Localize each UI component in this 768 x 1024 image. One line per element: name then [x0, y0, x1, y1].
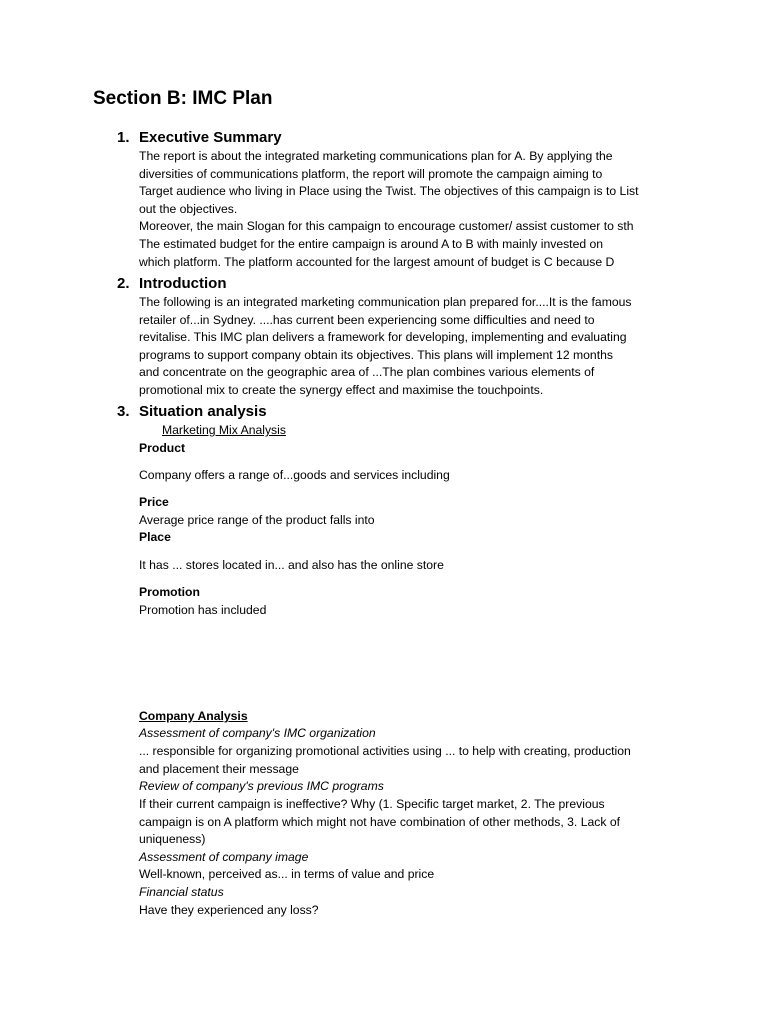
place-text: It has ... stores located in... and also has the online store	[139, 558, 444, 572]
company-image-label: Assessment of company image	[139, 850, 309, 864]
product-text: Company offers a range of...goods and services including	[139, 468, 450, 482]
paragraph-line: revitalise. This IMC plan delivers a framework for developing, implementing and evaluating	[139, 330, 627, 344]
paragraph-line: out the objectives.	[139, 202, 238, 216]
product-label: Product	[139, 441, 186, 455]
paragraph-line: ... responsible for organizing promotional activities using ... to help with creating, production	[139, 744, 631, 758]
company-analysis-heading: Company Analysis	[139, 709, 248, 723]
price-text: Average price range of the product falls into	[139, 513, 375, 527]
marketing-mix-heading: Marketing Mix Analysis	[162, 423, 286, 437]
paragraph-line: uniqueness)	[139, 832, 206, 846]
imc-organization-label: Assessment of company's IMC organization	[139, 726, 376, 740]
paragraph-line: and placement their message	[139, 762, 299, 776]
company-image-text: Well-known, perceived as... in terms of value and price	[139, 867, 435, 881]
paragraph-line: Moreover, the main Slogan for this campaign to encourage customer/ assist customer to sth	[139, 219, 634, 233]
paragraph-line: The estimated budget for the entire campaign is around A to B with mainly invested on	[139, 237, 604, 251]
paragraph-line: retailer of...in Sydney. ....has current been experiencing some difficulties and need to	[139, 313, 595, 327]
paragraph-line: which platform. The platform accounted for the largest amount of budget is C because D	[139, 255, 615, 269]
section-heading-situation-analysis: Situation analysis	[139, 403, 267, 420]
promotion-text: Promotion has included	[139, 603, 267, 617]
price-label: Price	[139, 495, 169, 509]
section-heading-introduction: Introduction	[139, 275, 227, 292]
paragraph-line: campaign is on A platform which might not have combination of other methods, 3. Lack of	[139, 815, 620, 829]
document-title: Section B: IMC Plan	[93, 88, 273, 109]
paragraph-line: promotional mix to create the synergy effect and maximise the touchpoints.	[139, 383, 544, 397]
financial-status-label: Financial status	[139, 885, 224, 899]
financial-status-text: Have they experienced any loss?	[139, 903, 319, 917]
promotion-label: Promotion	[139, 585, 200, 599]
paragraph-line: programs to support company obtain its objectives. This plans will implement 12 months	[139, 348, 613, 362]
paragraph-line: The following is an integrated marketing communication plan prepared for....It is the famous	[139, 295, 632, 309]
paragraph-line: If their current campaign is ineffective? Why (1. Specific target market, 2. The previous	[139, 797, 605, 811]
section-number-situation-analysis: 3.	[117, 403, 130, 420]
paragraph-line: Target audience who living in Place using the Twist. The objectives of this campaign is to List	[139, 184, 639, 198]
paragraph-line: diversities of communications platform, the report will promote the campaign aiming to	[139, 167, 603, 181]
paragraph-line: and concentrate on the geographic area of ...The plan combines various elements of	[139, 365, 595, 379]
place-label: Place	[139, 530, 171, 544]
section-number-introduction: 2.	[117, 275, 130, 292]
section-number-executive-summary: 1.	[117, 129, 130, 146]
paragraph-line: The report is about the integrated marketing communications plan for A. By applying the	[139, 149, 613, 163]
section-heading-executive-summary: Executive Summary	[139, 129, 282, 146]
previous-programs-label: Review of company's previous IMC programs	[139, 779, 384, 793]
